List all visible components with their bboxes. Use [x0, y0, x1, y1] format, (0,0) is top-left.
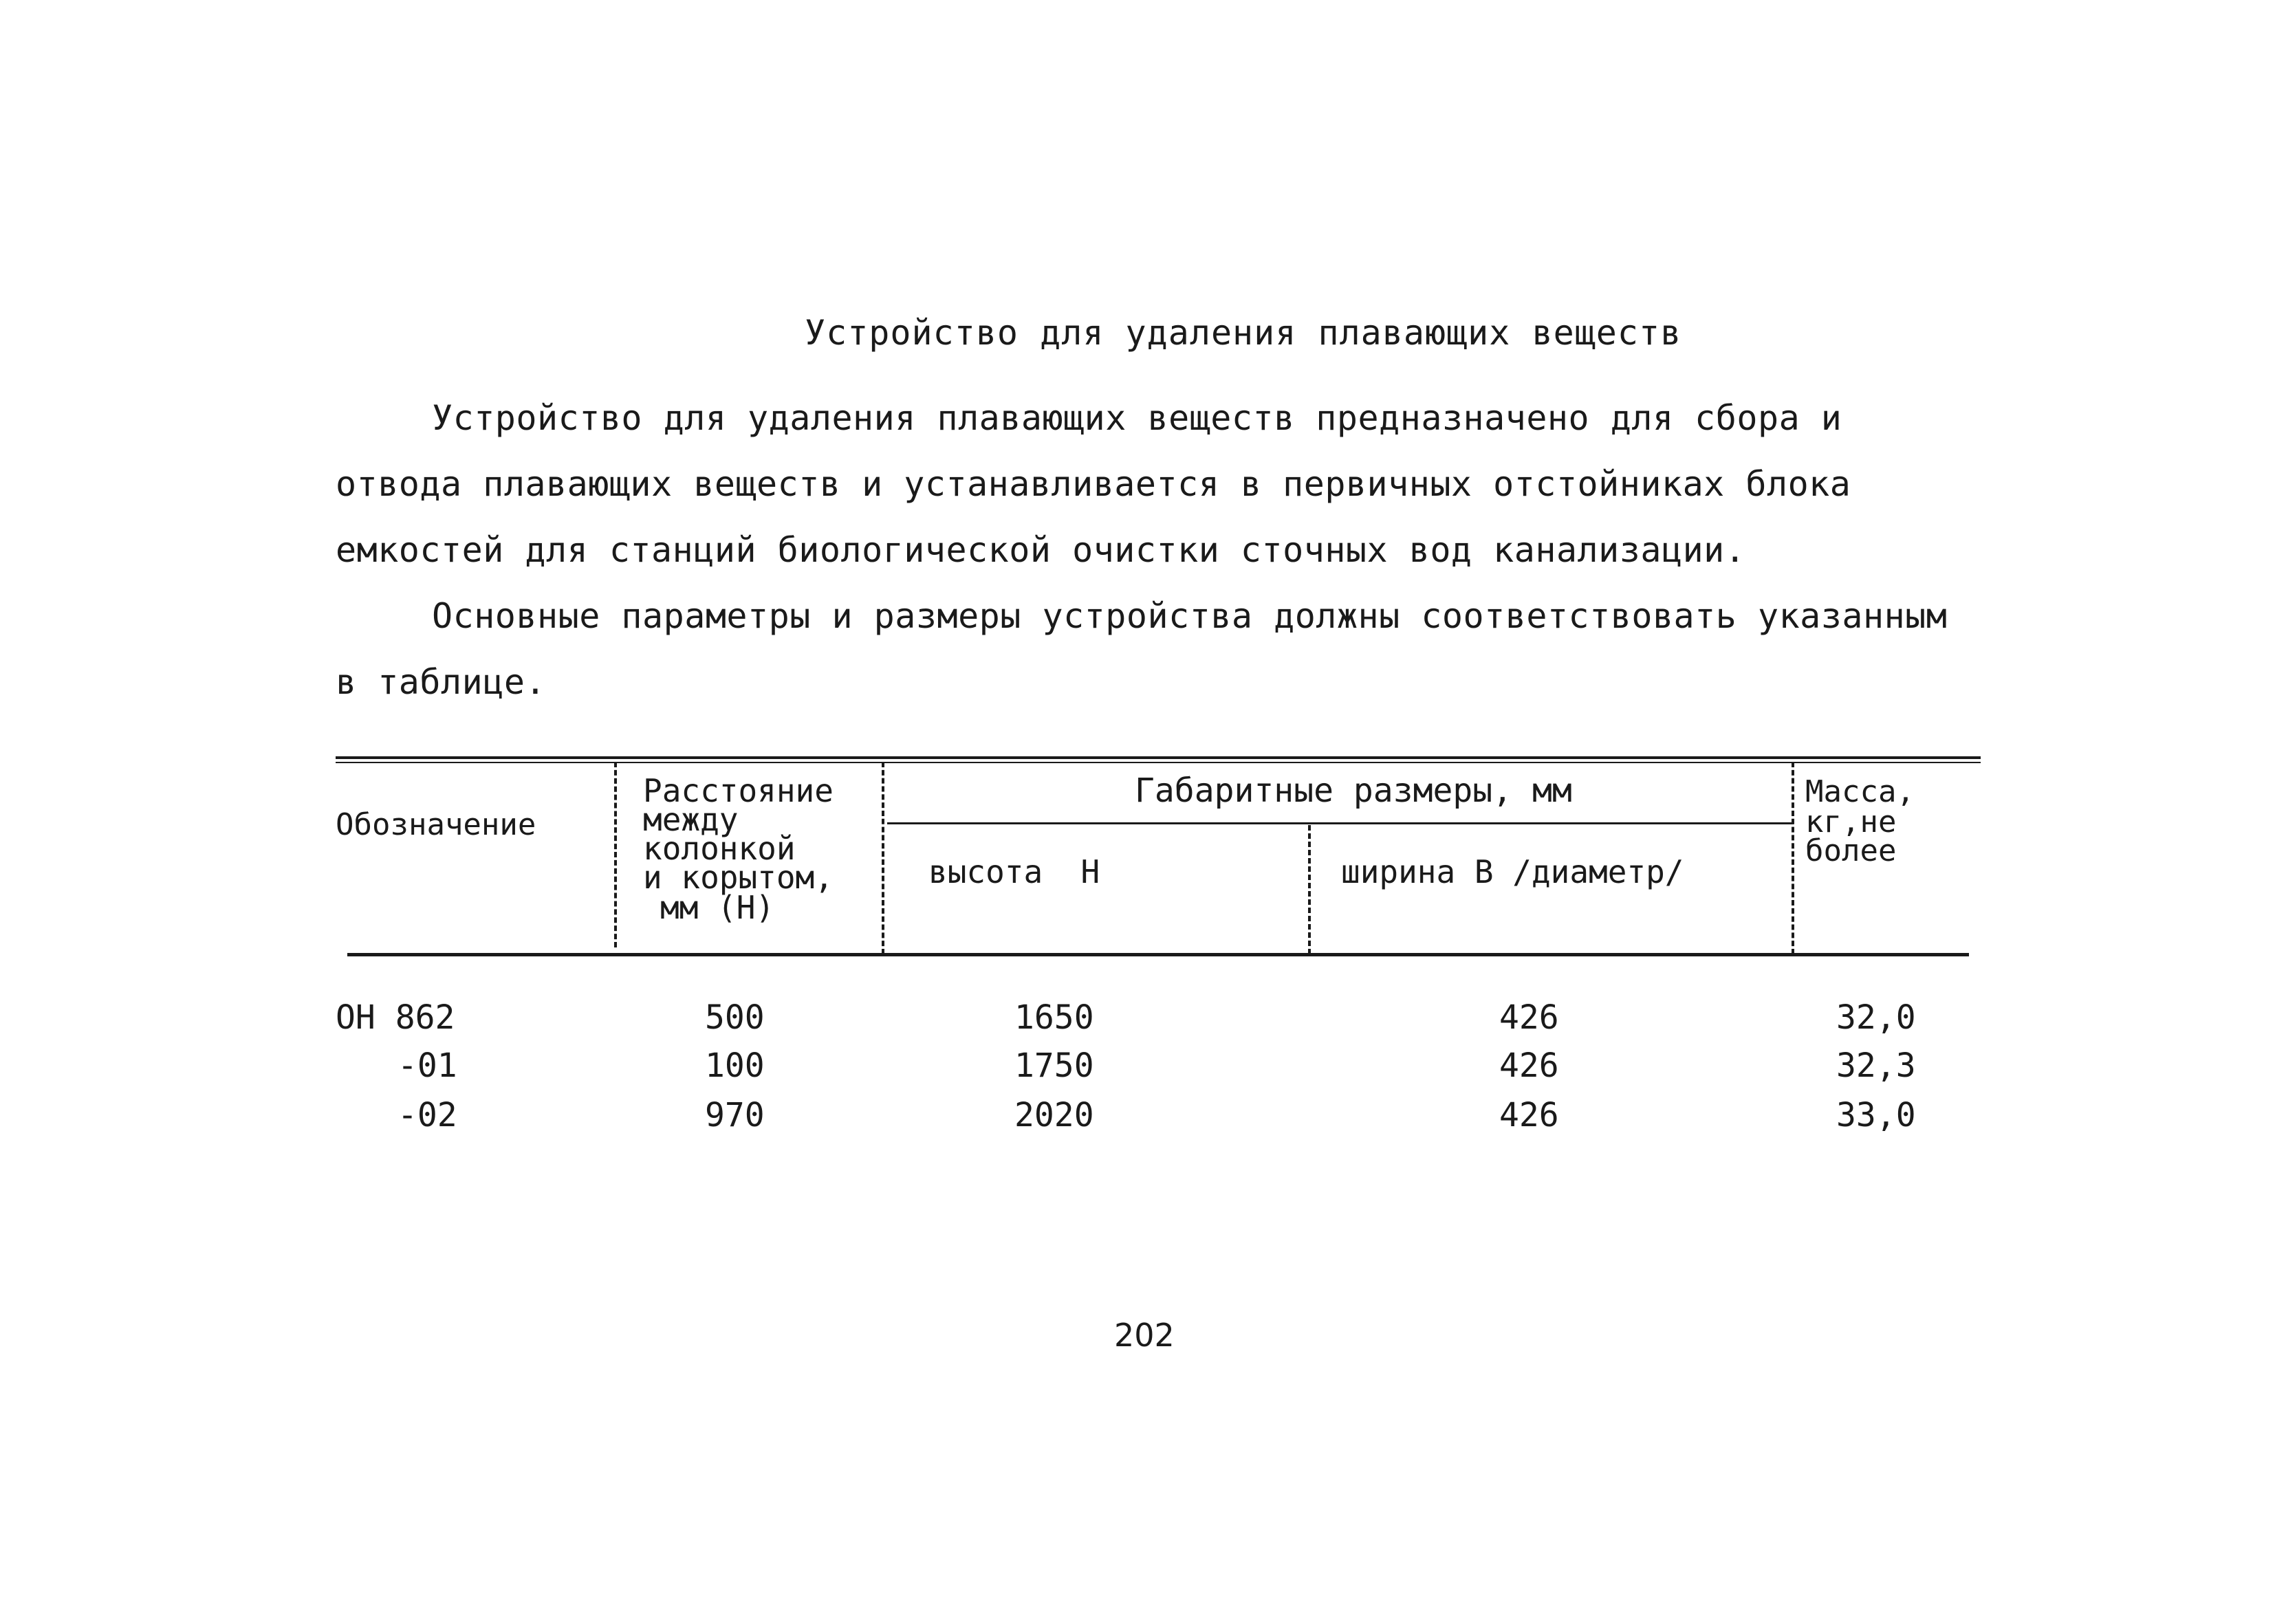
row-designation: ОН 862 — [336, 998, 455, 1037]
table-col-sep-3 — [1308, 825, 1311, 954]
row-mass: 32,3 — [1836, 1046, 1916, 1085]
row-width: 426 — [1499, 1046, 1559, 1085]
row-width: 426 — [1499, 998, 1559, 1037]
row-height: 1650 — [1014, 998, 1094, 1037]
paragraph-parameters: Основные параметры и размеры устройства должны соответствовать указанным в таблице. — [336, 596, 1948, 702]
header-width-diameter: ширина В /диаметр/ — [1341, 853, 1684, 890]
row-designation: -02 — [398, 1096, 457, 1134]
document-title: Устройство для удаления плавающих веществ — [805, 313, 1682, 353]
row-distance: 970 — [705, 1096, 765, 1134]
table-col-sep-1 — [614, 762, 617, 947]
table-header-rule — [347, 953, 1969, 956]
header-mass-line1: Масса, — [1805, 774, 1915, 809]
header-distance-line3: колонкой — [643, 830, 796, 867]
row-distance: 100 — [705, 1046, 765, 1085]
table-col-sep-2 — [882, 762, 884, 954]
row-designation: -01 — [398, 1046, 457, 1085]
table-subheader-rule — [887, 822, 1794, 824]
row-height: 1750 — [1014, 1046, 1094, 1085]
row-height: 2020 — [1014, 1096, 1094, 1134]
row-mass: 32,0 — [1836, 998, 1916, 1037]
header-overall-dimensions: Габаритные размеры, мм — [1135, 771, 1572, 810]
header-distance-line4: и корытом, — [643, 859, 834, 896]
header-designation: Обозначение — [336, 807, 536, 842]
header-mass-line3: более — [1805, 833, 1897, 868]
row-distance: 500 — [705, 998, 765, 1037]
header-height: высота Н — [928, 853, 1100, 890]
header-mass-line2: кг,не — [1805, 804, 1897, 840]
page-number: 202 — [1114, 1317, 1175, 1354]
row-width: 426 — [1499, 1096, 1559, 1134]
header-distance-line5: мм (Н) — [660, 889, 775, 926]
header-distance-line2: между — [643, 801, 739, 838]
table-col-sep-4 — [1792, 762, 1794, 954]
header-distance-line1: Расстояние — [643, 772, 834, 809]
row-mass: 33,0 — [1836, 1096, 1916, 1134]
table-top-rule-2 — [336, 762, 1981, 763]
table-top-rule — [336, 756, 1981, 759]
paragraph-purpose: Устройство для удаления плавающих веществ предназначено для сбора и отвода плавающих веществ и устанавливается в первичных отстойниках блока емкостей для станций биологической очистки сточных вод канализации. — [336, 398, 1851, 570]
